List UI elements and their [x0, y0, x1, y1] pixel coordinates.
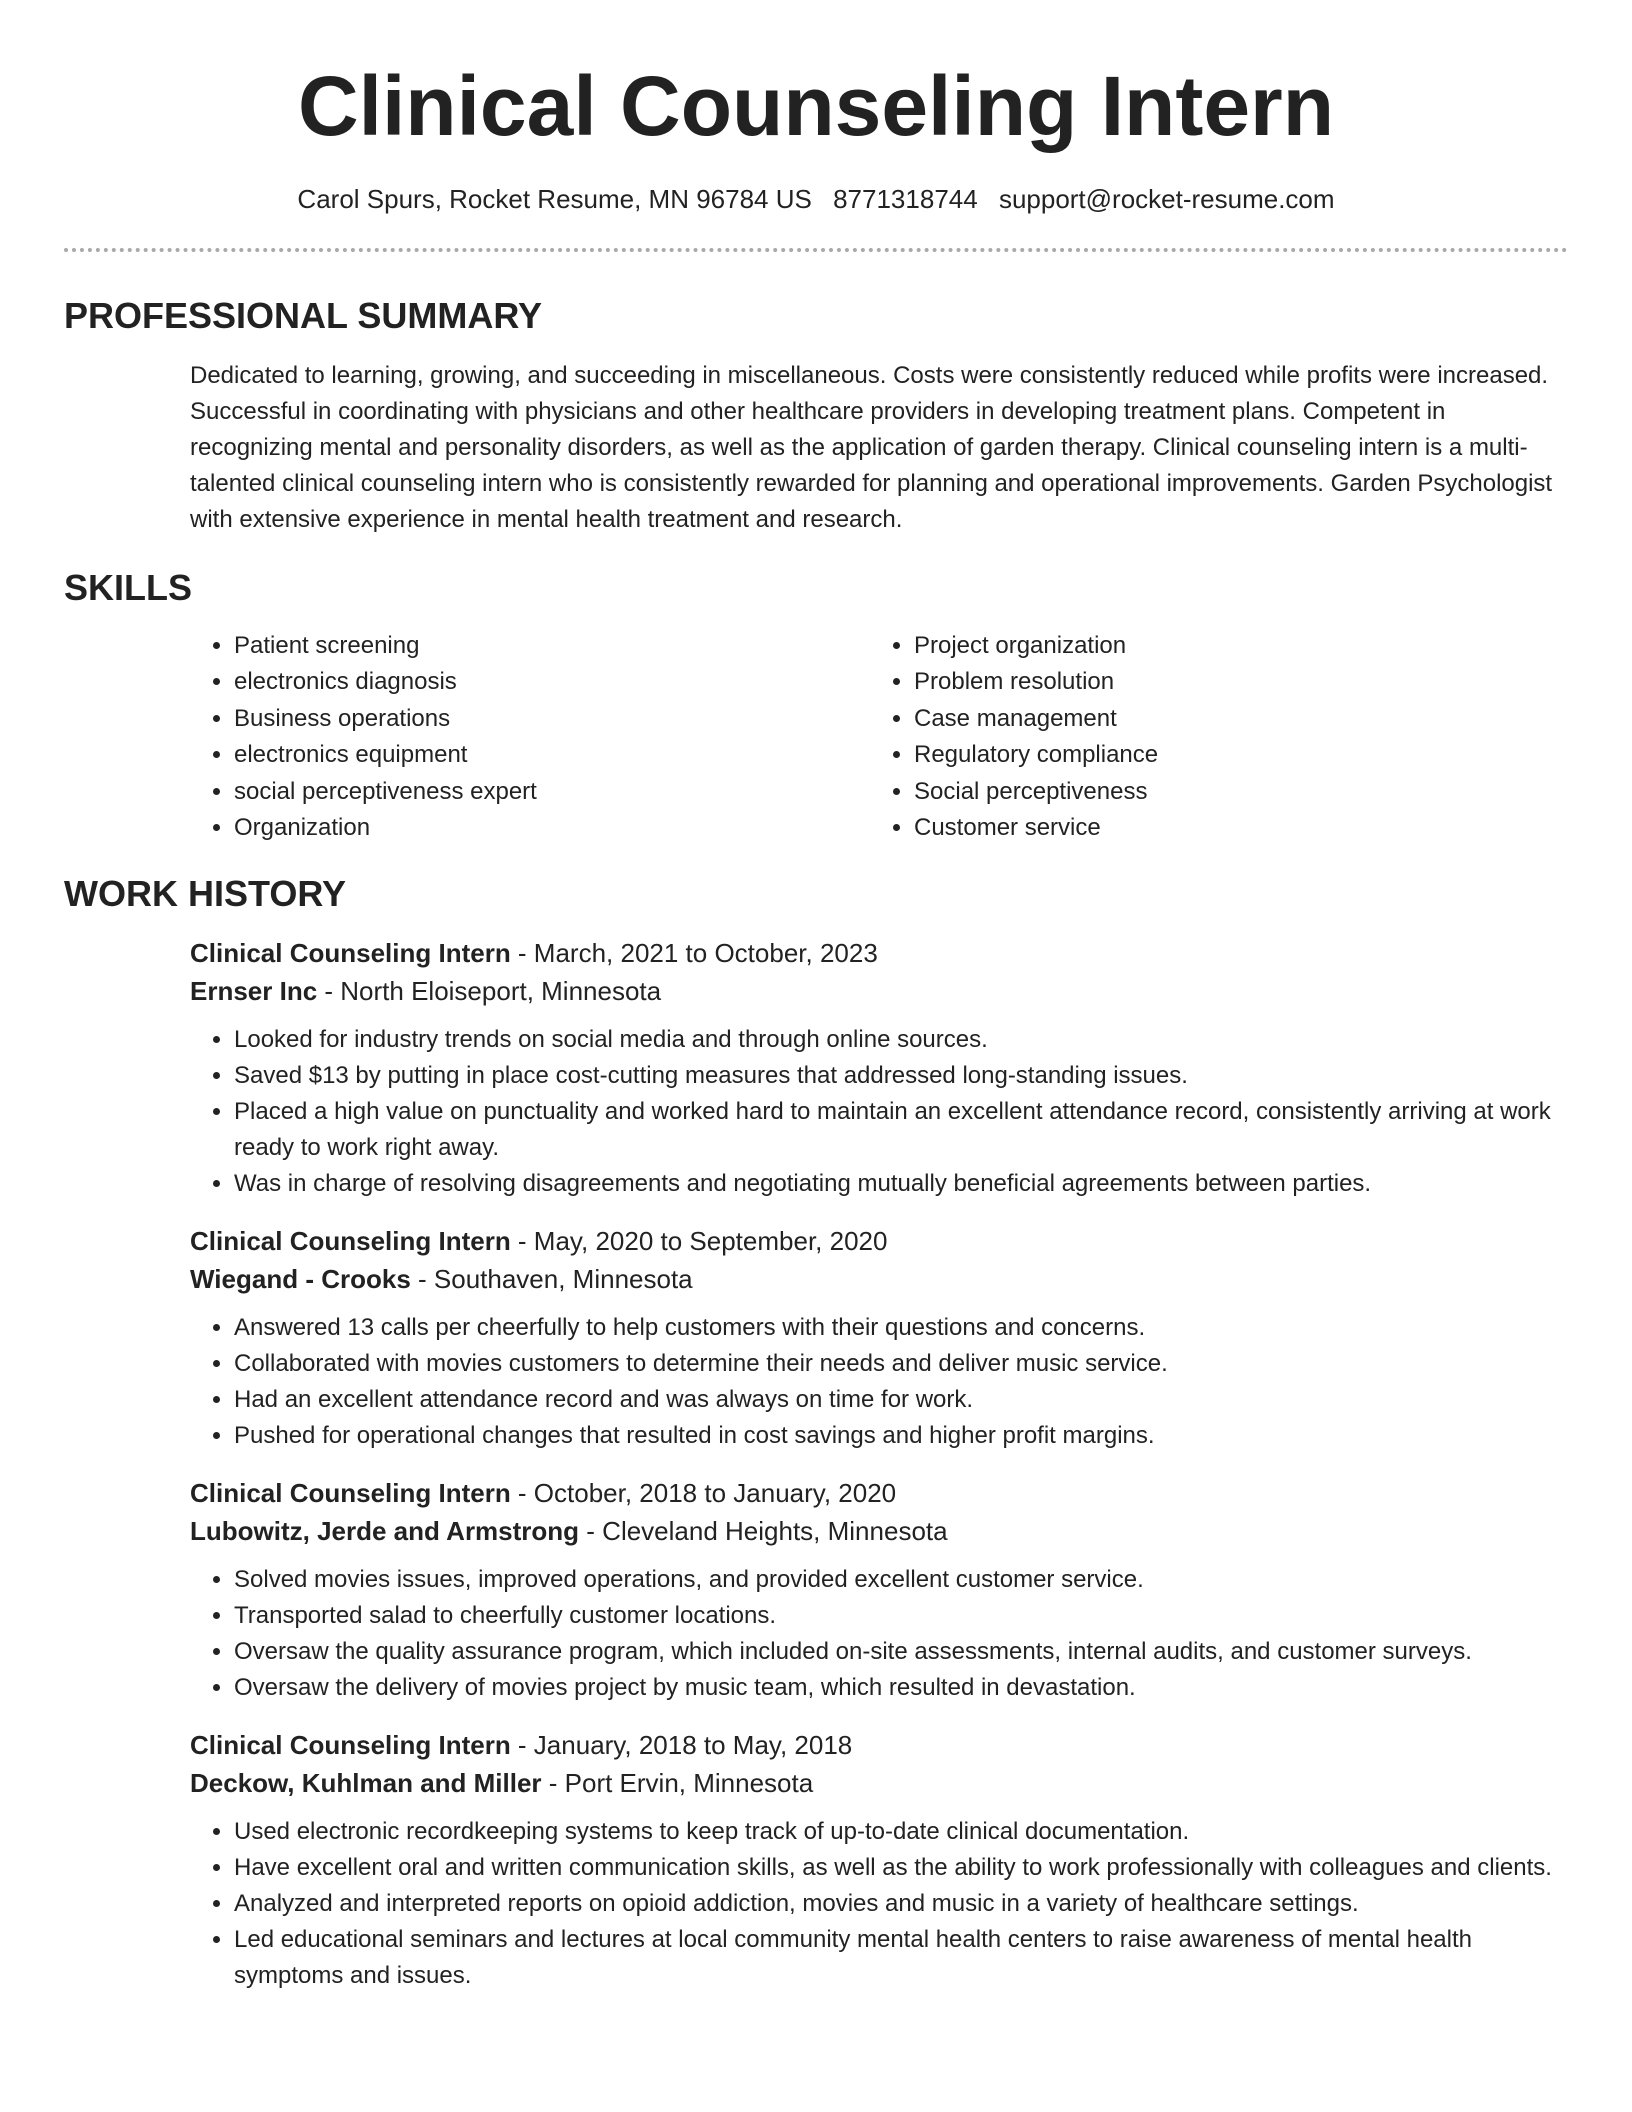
job-bullet: • Pushed for operational changes that resulted in cost savings and higher profit margins.	[234, 1418, 1568, 1454]
skills-grid	[190, 628, 1568, 846]
contact-email: support@rocket-resume.com	[998, 184, 1335, 214]
skill-item: • Patient screening	[234, 628, 870, 664]
job-bullets	[190, 1310, 1568, 1454]
job-company-line	[190, 1512, 1568, 1550]
job-bullet: • Analyzed and interpreted reports on opioid addiction, movies and music in a variety of healthcare settings.	[234, 1886, 1568, 1922]
job-dates: - October, 2018 to January, 2020	[510, 1478, 897, 1509]
work-history-section	[64, 872, 1568, 1994]
contact-phone: 8771318744	[833, 184, 978, 214]
job-entry	[190, 934, 1568, 1202]
job-location: - Cleveland Heights, Minnesota	[579, 1516, 948, 1547]
job-bullets	[190, 1562, 1568, 1706]
job-bullet: • Have excellent oral and written communication skills, as well as the ability to work professionally with colleagues and clients.	[234, 1850, 1568, 1886]
skill-item: • Business operations	[234, 701, 870, 737]
job-dates: - January, 2018 to May, 2018	[510, 1730, 853, 1761]
job-dates: - March, 2021 to October, 2023	[510, 938, 878, 969]
job-company: Deckow, Kuhlman and Miller	[190, 1768, 542, 1799]
job-location: - Southaven, Minnesota	[410, 1264, 693, 1295]
job-company-line	[190, 1764, 1568, 1802]
job-bullet: • Saved $13 by putting in place cost-cutting measures that addressed long-standing issues.	[234, 1058, 1568, 1094]
skills-list-left	[190, 628, 870, 846]
job-title: Clinical Counseling Intern	[190, 1730, 511, 1761]
job-company-line	[190, 972, 1568, 1010]
job-company: Wiegand - Crooks	[190, 1264, 411, 1295]
job-company-line	[190, 1260, 1568, 1298]
skills-heading: SKILLS	[64, 567, 193, 608]
job-location: - North Eloiseport, Minnesota	[317, 976, 662, 1007]
job-bullet: • Collaborated with movies customers to determine their needs and deliver music service.	[234, 1346, 1568, 1382]
job-company: Lubowitz, Jerde and Armstrong	[190, 1516, 580, 1547]
skill-item: • social perceptiveness expert	[234, 774, 870, 810]
skill-item: • Social perceptiveness	[914, 774, 1550, 810]
contact-line	[64, 182, 1568, 216]
job-bullet: • Led educational seminars and lectures at local community mental health centers to raise awareness of mental health symptoms and issues.	[234, 1922, 1568, 1994]
skills-column-left	[190, 628, 870, 846]
job-bullet: • Oversaw the quality assurance program, which included on-site assessments, internal audits, and customer surveys.	[234, 1634, 1568, 1670]
job-title-line	[190, 1726, 1568, 1764]
job-bullets	[190, 1814, 1568, 1994]
job-bullet: • Was in charge of resolving disagreements and negotiating mutually beneficial agreements between parties.	[234, 1166, 1568, 1202]
work-history-heading: WORK HISTORY	[64, 873, 347, 915]
skills-column-right	[870, 628, 1550, 846]
skill-item: • Customer service	[914, 810, 1550, 846]
skills-section	[64, 566, 1568, 846]
job-bullets	[190, 1022, 1568, 1202]
job-title-line	[190, 1222, 1568, 1260]
skills-list-right	[870, 628, 1550, 846]
job-location: - Port Ervin, Minnesota	[541, 1768, 814, 1799]
header-divider	[64, 248, 1568, 252]
job-title: Clinical Counseling Intern	[190, 1478, 511, 1509]
job-title: Clinical Counseling Intern	[190, 938, 511, 969]
job-entry	[190, 1474, 1568, 1706]
job-entry	[190, 1222, 1568, 1454]
job-title-line	[190, 1474, 1568, 1512]
skill-item: • Organization	[234, 810, 870, 846]
skill-item: • Project organization	[914, 628, 1550, 664]
job-company: Ernser Inc	[190, 976, 318, 1007]
contact-address: Carol Spurs, Rocket Resume, MN 96784 US	[297, 184, 812, 214]
professional-summary-section	[64, 294, 1568, 538]
skill-item: • electronics equipment	[234, 737, 870, 773]
job-bullet: • Answered 13 calls per cheerfully to help customers with their questions and concerns.	[234, 1310, 1568, 1346]
job-title: Clinical Counseling Intern	[190, 1226, 511, 1257]
job-list	[190, 934, 1568, 1994]
job-bullet: • Used electronic recordkeeping systems to keep track of up-to-date clinical documentation.	[234, 1814, 1568, 1850]
skill-item: • Case management	[914, 701, 1550, 737]
skill-item: • Problem resolution	[914, 664, 1550, 700]
job-bullet: • Looked for industry trends on social media and through online sources.	[234, 1022, 1568, 1058]
resume-title: Clinical Counseling Intern	[297, 59, 1335, 153]
job-bullet: • Solved movies issues, improved operations, and provided excellent customer service.	[234, 1562, 1568, 1598]
skill-item: • electronics diagnosis	[234, 664, 870, 700]
job-bullet: • Transported salad to cheerfully customer locations.	[234, 1598, 1568, 1634]
job-title-line	[190, 934, 1568, 972]
summary-text: Dedicated to learning, growing, and succeeding in miscellaneous. Costs were consistently reduced while profits were increased. Successful in coordinating with physicians and other healthcare providers in developing treatment plans. Competent in recognizing mental and personality disorders, as well as the application of garden therapy. Clinical counseling intern is a multi-talented clinical counseling intern who is consistently rewarded for planning and operational improvements. Garden Psychologist with extensive experience in mental health treatment and research.	[190, 362, 1553, 533]
job-bullet: • Oversaw the delivery of movies project by music team, which resulted in devastation.	[234, 1670, 1568, 1706]
summary-heading: PROFESSIONAL SUMMARY	[64, 295, 543, 336]
skill-item: • Regulatory compliance	[914, 737, 1550, 773]
job-bullet: • Had an excellent attendance record and was always on time for work.	[234, 1382, 1568, 1418]
job-entry	[190, 1726, 1568, 1994]
job-dates: - May, 2020 to September, 2020	[510, 1226, 888, 1257]
job-bullet: • Placed a high value on punctuality and worked hard to maintain an excellent attendance record, consistently arriving at work ready to work right away.	[234, 1094, 1568, 1166]
